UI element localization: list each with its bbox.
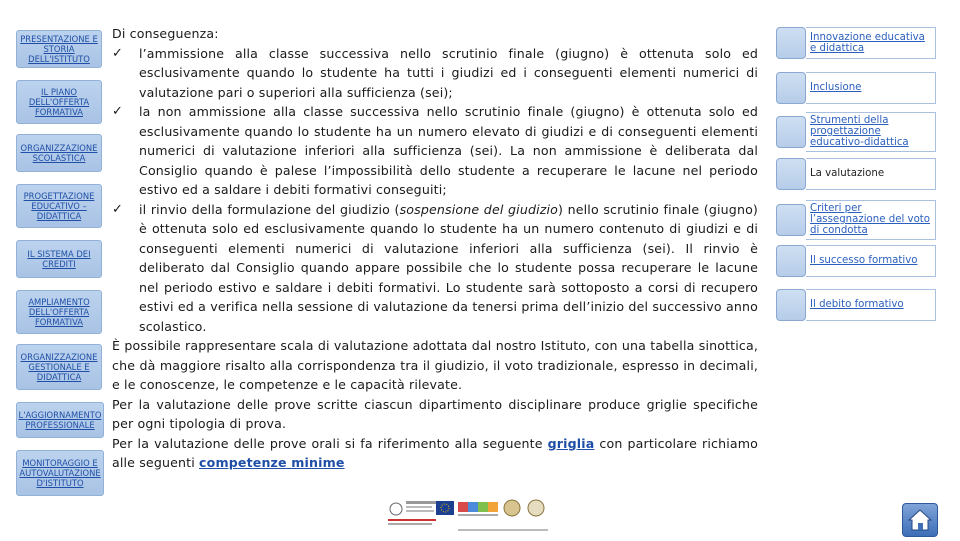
eu-flag-icon (436, 501, 454, 515)
nav-piano-offerta[interactable] (16, 80, 102, 124)
nav-square-icon (776, 204, 806, 236)
nav-label: PROGETTAZIONE EDUCATIVO – DIDATTICA (23, 190, 95, 222)
logo-stripe (388, 519, 436, 521)
nav-square-icon (776, 289, 806, 321)
nav-aggiornamento[interactable] (16, 402, 104, 438)
right-nav-innovazione[interactable] (776, 27, 936, 59)
nav-square-icon (776, 158, 806, 190)
emblem-icon (390, 503, 402, 515)
right-nav-label: Innovazione educativa e didattica (806, 27, 936, 59)
list-item-text: ) nello scrutinio finale (giugno) è ottenuta solo ed esclusivamente quando lo studente ha un numero contenuto di giudizi e di conseguenti elementi numerici di valutazione inferiori alla sufficienza (sei). Il rinvio è deliberato dal Consiglio quando appare possibile che lo studente possa recuperare le lacune nel periodo estivo e saldare i debiti formativi. Lo studente sarà sottoposto a corsi di recupero estivi ed a verifica nella sessione di valutazione da tenersi prima dell’inizio del successivo anno scolastico. (139, 201, 758, 334)
logo-text-line (406, 506, 432, 508)
paragraph-text: con particolare richiamo alle seguenti (112, 435, 758, 470)
oral-tests-paragraph (112, 434, 758, 473)
nav-square-icon (776, 245, 806, 277)
right-nav-label: La valutazione (806, 158, 936, 190)
nav-presentazione[interactable] (16, 30, 102, 68)
list-item (112, 102, 758, 200)
seal-icon (504, 500, 520, 516)
nav-progettazione[interactable] (16, 184, 102, 228)
logo-text-line (388, 523, 432, 525)
logos-svg (388, 497, 558, 537)
nav-square-icon (776, 72, 806, 104)
checkmark-icon: ✓ (112, 201, 124, 217)
nav-sistema-crediti[interactable] (16, 240, 102, 278)
list-item-italic: sospensione del giudizio (399, 201, 559, 217)
logo-text-line (458, 529, 548, 531)
right-nav-label: Criteri per l’assegnazione del voto di condotta (806, 200, 936, 240)
nav-label: PRESENTAZIONE E STORIA DELL'ISTITUTO (20, 33, 98, 65)
nav-organizzazione-gestionale[interactable] (16, 344, 102, 390)
list-item-text: il rinvio della formulazione del giudizio ( (139, 201, 400, 217)
nav-monitoraggio[interactable] (16, 450, 104, 496)
paragraph-text: Per la valutazione delle prove orali si fa riferimento alla seguente (112, 435, 548, 451)
written-tests-paragraph: Per la valutazione delle prove scritte ciascun dipartimento disciplinare produce griglie specifiche per ogni tipologia di prova. (112, 396, 758, 431)
right-nav-strumenti[interactable] (776, 112, 936, 152)
logo-tile (458, 502, 468, 512)
main-content (112, 24, 758, 473)
logo-tile (478, 502, 488, 512)
nav-label: ORGANIZZAZIONE SCOLASTICA (20, 142, 98, 163)
griglia-link[interactable]: griglia (547, 435, 595, 451)
list-item-text: l’ammissione alla classe successiva nello scrutinio finale (giugno) è ottenuta solo ed esclusivamente quando lo studente ha tutti i giudizi ed i conseguenti elementi numerici di valutazione pari o superiori alla sufficienza (sei); (139, 45, 758, 100)
right-nav-debito-formativo[interactable] (776, 289, 936, 321)
nav-label: ORGANIZZAZIONE GESTIONALE E DIDATTICA (20, 351, 98, 383)
home-door (918, 523, 923, 530)
list-item (112, 200, 758, 337)
right-nav-valutazione[interactable] (776, 158, 936, 190)
logo-text-line (406, 510, 434, 512)
competenze-minime-link[interactable]: competenze minime (199, 455, 345, 470)
right-nav-label: Il successo formativo (806, 245, 936, 277)
home-button[interactable] (902, 503, 938, 537)
logo-text-line (406, 501, 436, 504)
nav-label: IL SISTEMA DEI CREDITI (27, 248, 91, 269)
nav-ampliamento[interactable] (16, 290, 102, 334)
nav-label: IL PIANO DELL'OFFERTA FORMATIVA (28, 86, 90, 118)
seal-icon (528, 500, 544, 516)
right-nav-label: Il debito formativo (806, 289, 936, 321)
nav-organizzazione-scolastica[interactable] (16, 134, 102, 172)
nav-label: L'AGGIORNAMENTO PROFESSIONALE (18, 409, 102, 430)
institution-logos (388, 497, 558, 537)
logo-tile (488, 502, 498, 512)
checkmark-icon: ✓ (112, 45, 124, 61)
right-nav-label: Strumenti della progettazione educativo-didattica (806, 112, 936, 152)
intro-text: Di conseguenza: (112, 26, 219, 41)
nav-square-icon (776, 27, 806, 59)
right-nav-inclusione[interactable] (776, 72, 936, 104)
right-nav-successo-formativo[interactable] (776, 245, 936, 277)
logo-tile (468, 502, 478, 512)
list-item-text: la non ammissione alla classe successiva nello scrutinio finale (giugno) è ottenuta solo ed esclusivamente quando lo studente ha un numero elevato di giudizi e di conseguenti elementi numerici di valutazione inferiori alla sufficienza (sei). La non ammissione è deliberata dal Consiglio quando è palese l’impossibilità dello studente a recuperare le lacune nel periodo estivo ed a saldare i debiti formativi conseguiti; (139, 104, 758, 197)
check-list (112, 44, 758, 337)
list-item (112, 44, 758, 103)
right-nav-label: Inclusione (806, 72, 936, 104)
nav-square-icon (776, 116, 806, 148)
checkmark-icon: ✓ (112, 104, 124, 119)
home-icon (903, 504, 937, 536)
nav-label: AMPLIAMENTO DELL'OFFERTA FORMATIVA (28, 296, 90, 328)
right-nav-criteri-condotta[interactable] (776, 200, 936, 240)
logo-text-line (458, 514, 498, 516)
evaluation-scale-paragraph: È possibile rappresentare scala di valutazione adottata dal nostro Istituto, con una tabella sinottica, che dà maggiore risalto alla corrispondenza tra il giudizio, il voto tradizionale, espresso in decimali, e le conoscenze, le competenze e le capacità rilevate. (112, 338, 758, 392)
nav-label: MONITORAGGIO E AUTOVALUTAZIONE D'ISTITUTO (19, 457, 101, 489)
